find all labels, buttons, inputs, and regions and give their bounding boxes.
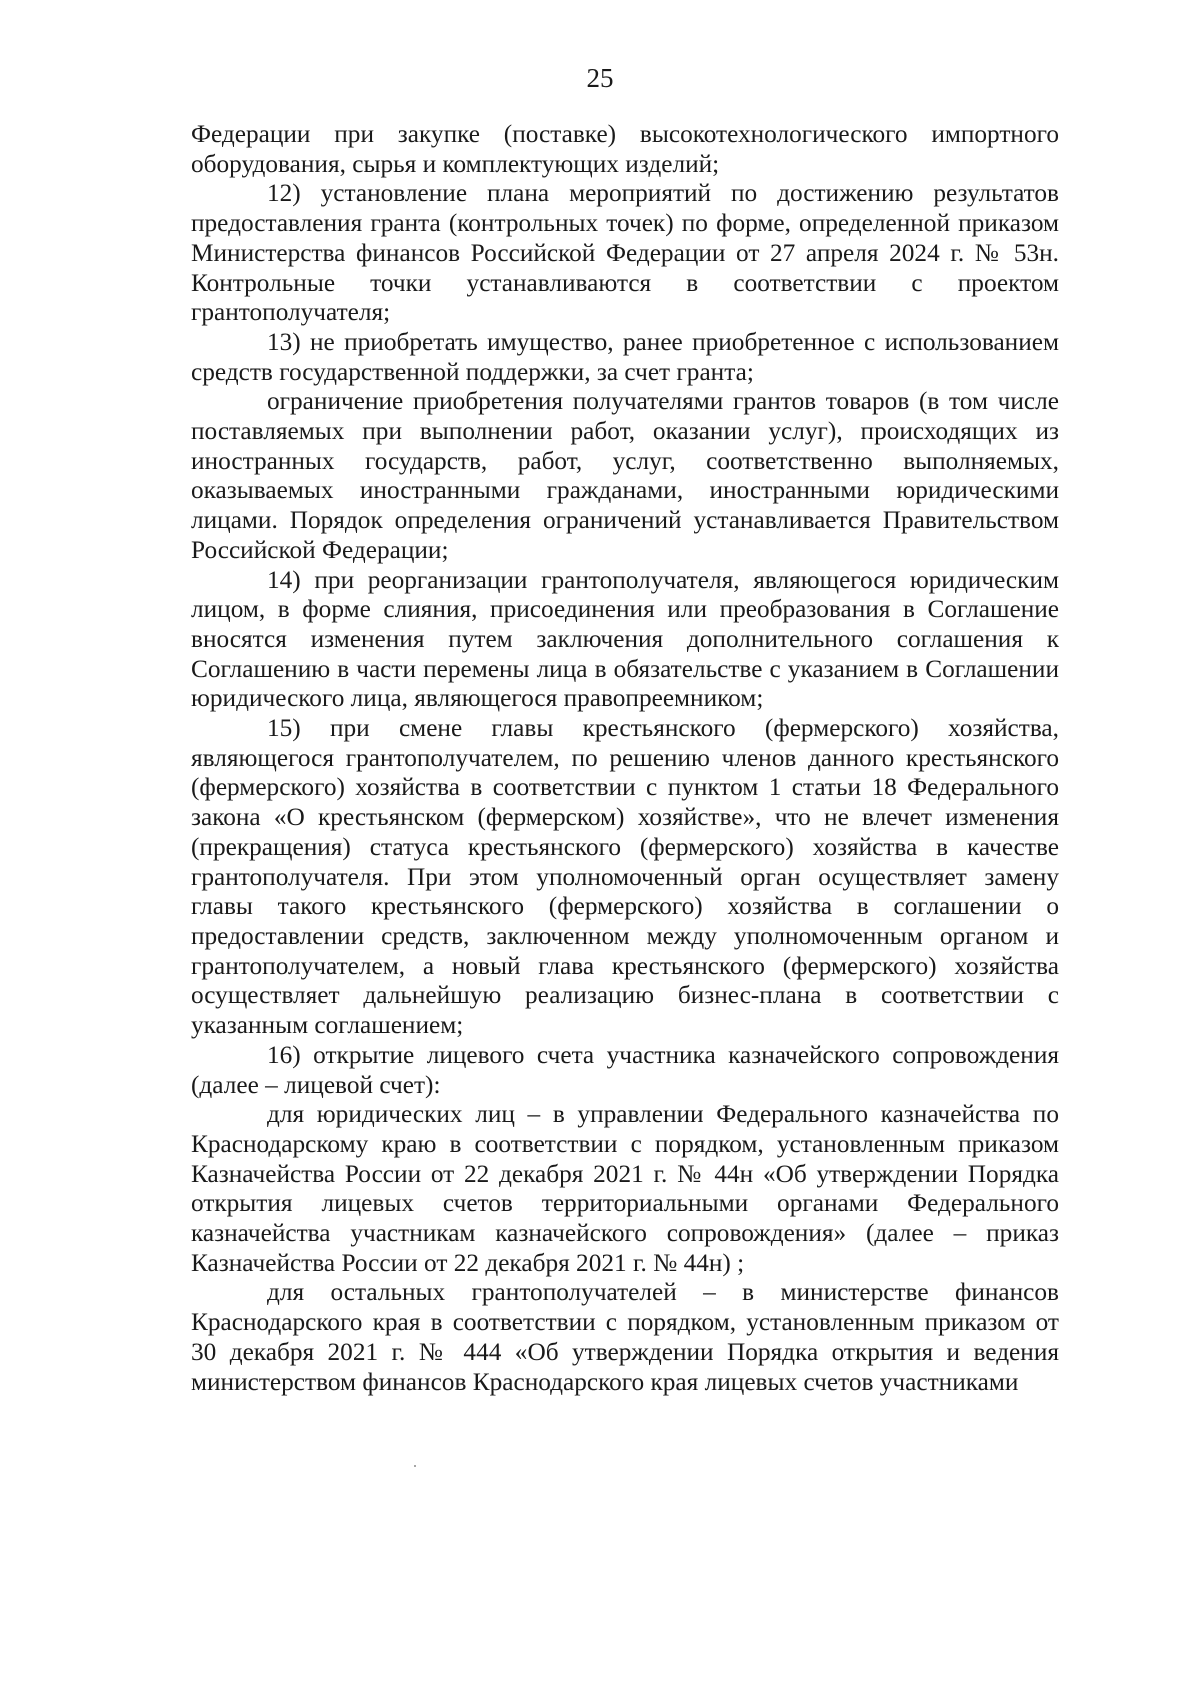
paragraph: 15) при смене главы крестьянского (фермерского) хозяйства, являющегося грантополучателем, по решению членов данного крестьянского (фермерского) хозяйства в соответствии с пунктом 1 статьи 18 Федерального закона «О крестьянском (фермерском) хозяйстве», что не влечет изменения (прекращения) статуса крестьянского (фермерского) хозяйства в качестве грантополучателя. При этом уполномоченный орган осуществляет замену главы такого крестьянского (фермерского) хозяйства в соглашении о предоставлении средств, заключенном между уполномоченным органом и грантополучателем, а новый глава крестьянского (фермерского) хозяйства осуществляет дальнейшую реализацию бизнес-плана в соответствии с указанным соглашением;: [191, 714, 1059, 1040]
paragraph: 12) установление плана мероприятий по достижению результатов предоставления гранта (контрольных точек) по форме, определенной приказом Министерства финансов Российской Федерации от 27 апреля 2024 г. № 53н. Контрольные точки устанавливаются в соответствии с проектом грантополучателя;: [191, 179, 1059, 327]
paragraph: 14) при реорганизации грантополучателя, являющегося юридическим лицом, в форме слияния, присоединения или преобразования в Соглашение вносятся изменения путем заключения дополнительного соглашения к Соглашению в части перемены лица в обязательстве с указанием в Соглашении юридического лица, являющегося правопреемником;: [191, 565, 1059, 713]
paragraph: 13) не приобретать имущество, ранее приобретенное с использованием средств государственной поддержки, за счет гранта;: [191, 327, 1059, 386]
paragraph: 16) открытие лицевого счета участника казначейского сопровождения (далее – лицевой счет):: [191, 1040, 1059, 1099]
document-body: [191, 120, 1059, 1397]
paragraph: для остальных грантополучателей – в министерстве финансов Краснодарского края в соответствии с порядком, установленным приказом от 30 декабря 2021 г. № 444 «Об утверждении Порядка открытия и ведения министерством финансов Краснодарского края лицевых счетов участниками: [191, 1278, 1059, 1396]
scan-speck: [414, 1465, 416, 1467]
page-number: 25: [586, 63, 614, 93]
paragraph: для юридических лиц – в управлении Федерального казначейства по Краснодарскому краю в соответствии с порядком, установленным приказом Казначейства России от 22 декабря 2021 г. № 44н «Об утверждении Порядка открытия лицевых счетов территориальными органами Федерального казначейства участникам казначейского сопровождения» (далее – приказ Казначейства России от 22 декабря 2021 г. № 44н) ;: [191, 1100, 1059, 1277]
paragraph: Федерации при закупке (поставке) высокотехнологического импортного оборудования, сырья и комплектующих изделий;: [191, 120, 1059, 178]
paragraph: ограничение приобретения получателями грантов товаров (в том числе поставляемых при выполнении работ, оказании услуг), происходящих из иностранных государств, работ, услуг, соответственно выполняемых, оказываемых иностранными гражданами, иностранными юридическими лицами. Порядок определения ограничений устанавливается Правительством Российской Федерации;: [191, 387, 1059, 564]
